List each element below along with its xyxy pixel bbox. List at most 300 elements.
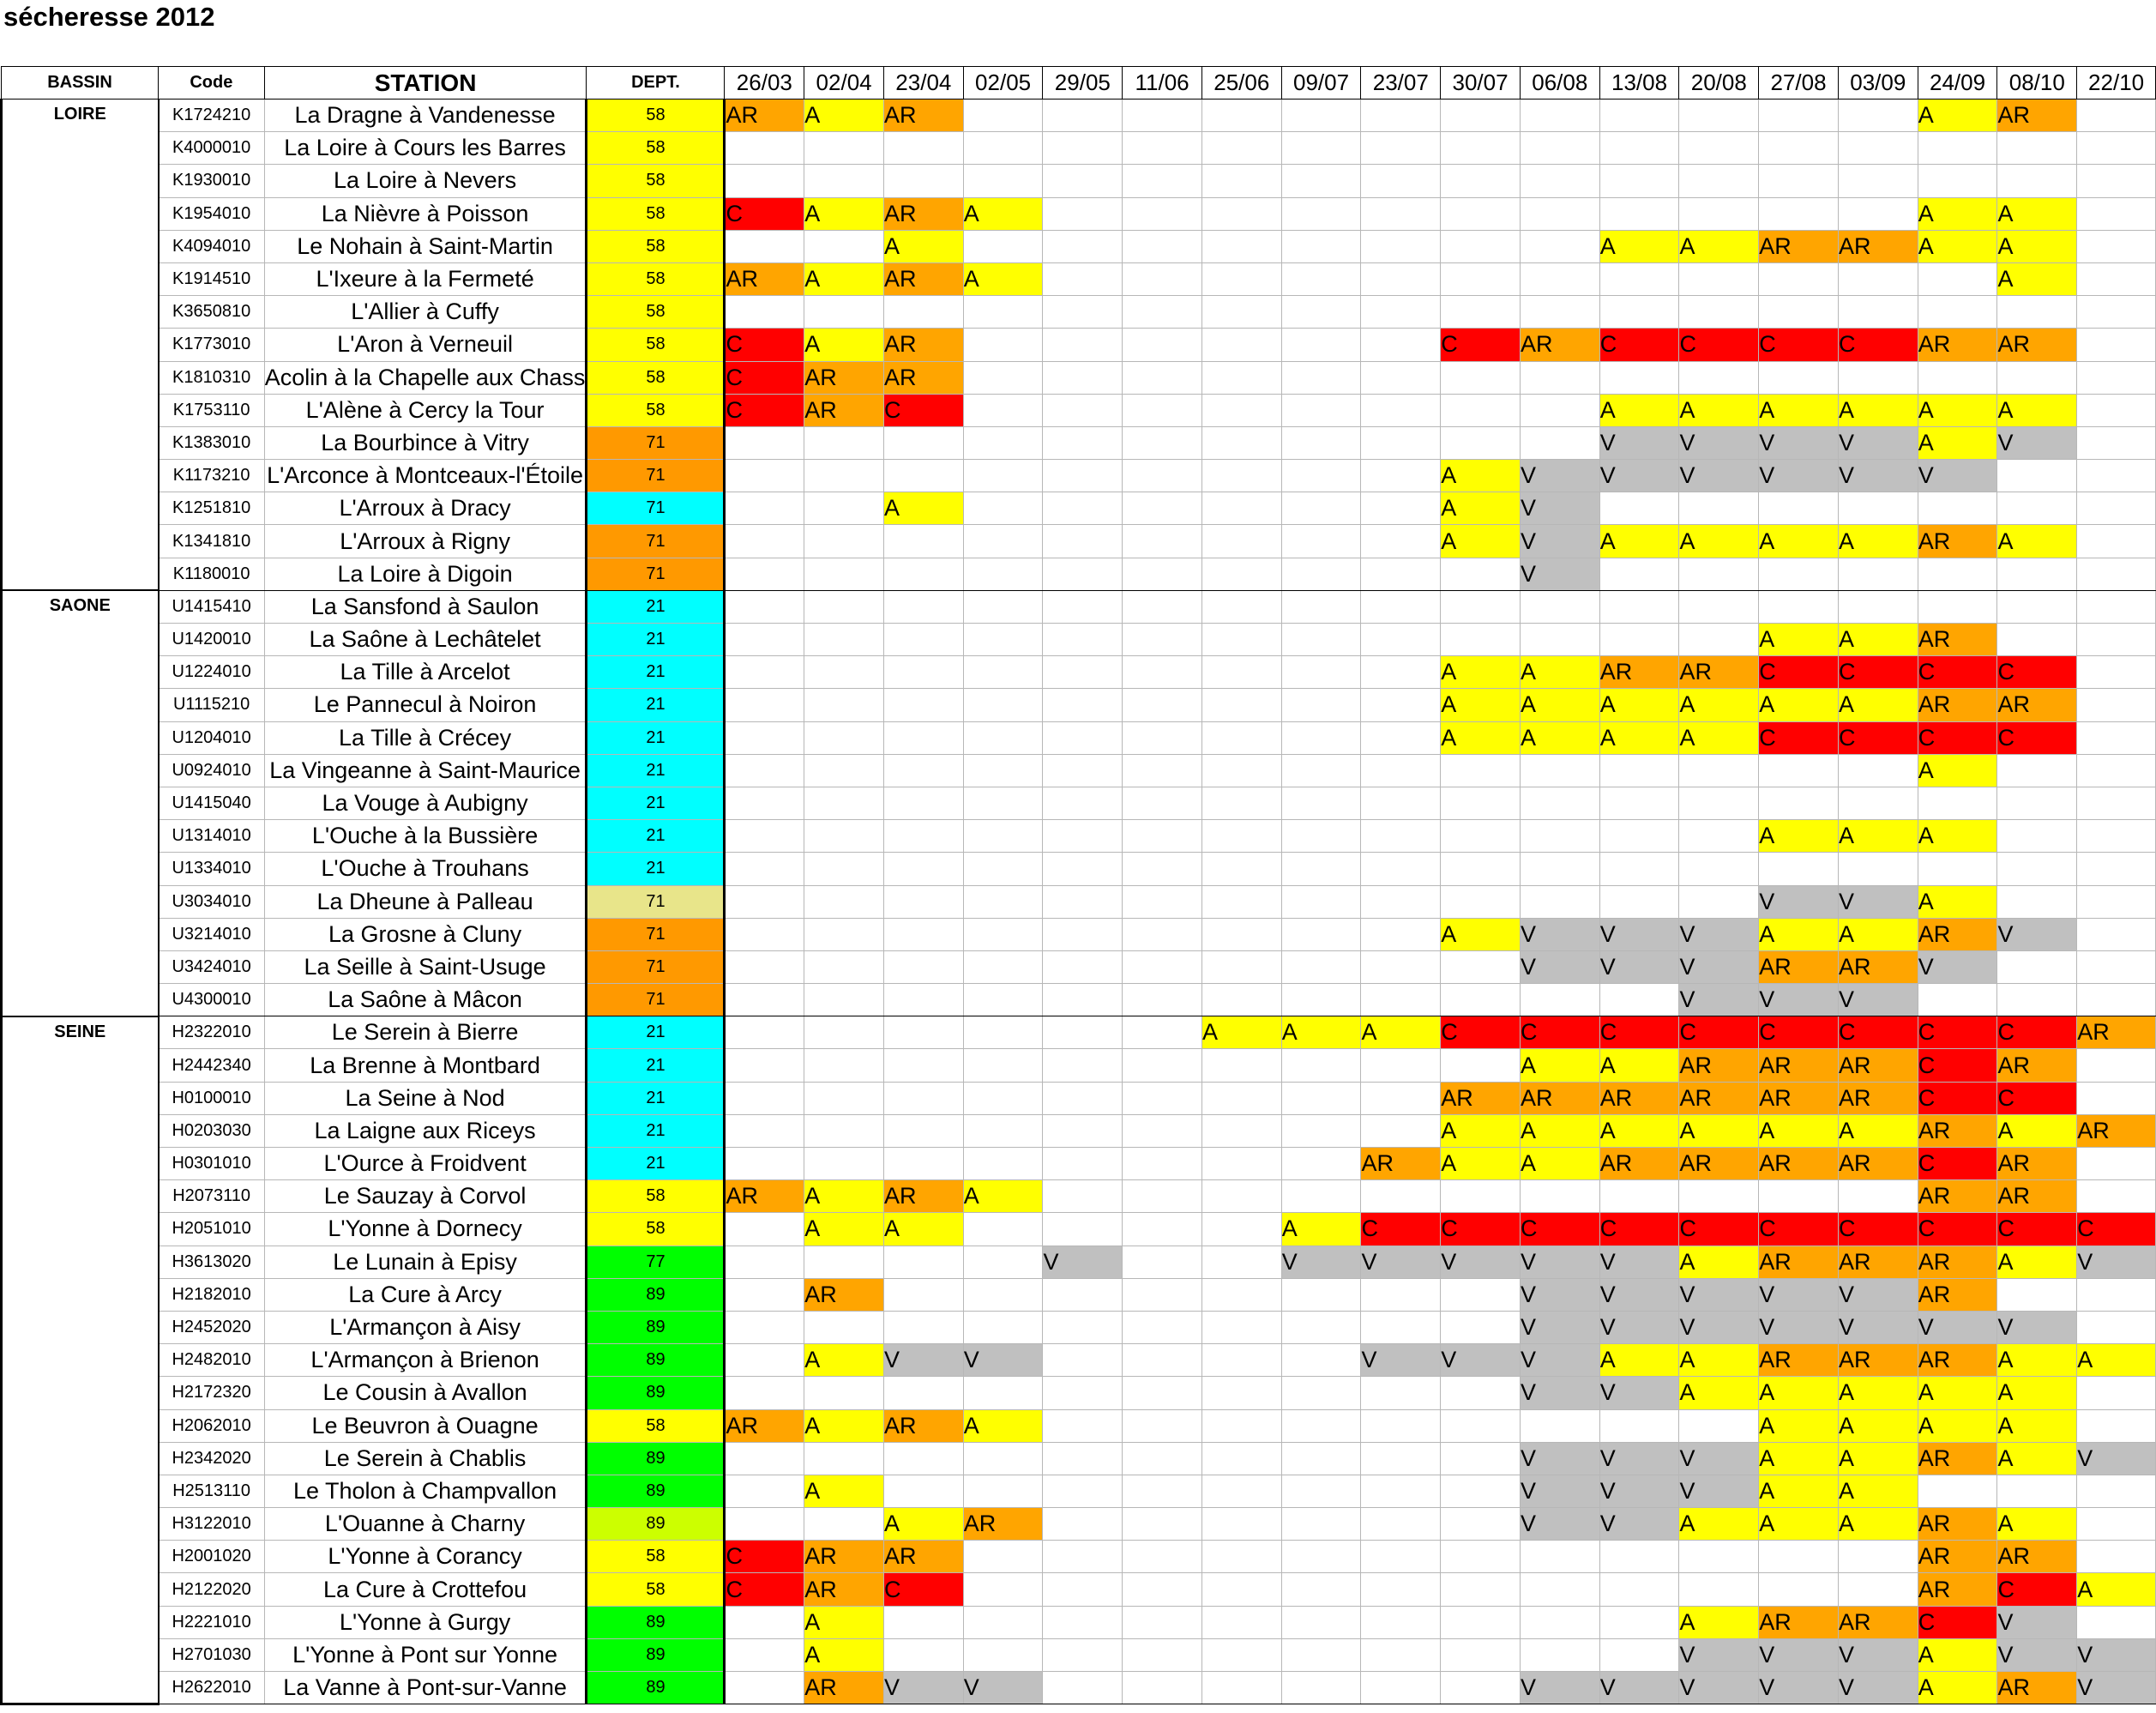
status-cell: AR <box>1997 329 2077 361</box>
status-cell <box>1201 361 1281 394</box>
station-name: La Cure à Arcy <box>264 1278 587 1311</box>
dept-cell: 21 <box>587 590 725 623</box>
status-cell <box>725 885 804 918</box>
station-code: U3214010 <box>159 918 265 950</box>
status-cell: AR <box>1918 1278 1997 1311</box>
status-cell <box>1281 394 1361 426</box>
station-code: H2001020 <box>159 1541 265 1573</box>
station-name: La Dheune à Palleau <box>264 885 587 918</box>
status-cell <box>1281 525 1361 558</box>
status-cell: V <box>1679 426 1759 459</box>
status-cell <box>963 1606 1043 1638</box>
table-row <box>2 1442 2156 1475</box>
station-name: Acolin à la Chapelle aux Chass <box>264 361 587 394</box>
status-cell <box>725 1148 804 1180</box>
status-cell <box>1281 361 1361 394</box>
status-cell: AR <box>883 1541 963 1573</box>
status-cell: AR <box>1759 1344 1839 1377</box>
status-cell <box>1201 262 1281 295</box>
status-cell: A <box>1759 820 1839 853</box>
status-cell <box>1520 1541 1599 1573</box>
status-cell: V <box>1441 1344 1521 1377</box>
header-date: 25/06 <box>1201 67 1281 100</box>
status-cell <box>1520 132 1599 165</box>
table-row <box>2 590 2156 623</box>
status-cell: V <box>1918 1311 1997 1343</box>
status-cell <box>963 1541 1043 1573</box>
status-cell: C <box>883 1573 963 1606</box>
station-code: H2342020 <box>159 1442 265 1475</box>
status-cell <box>1201 165 1281 197</box>
table-row <box>2 361 2156 394</box>
basin-name: SAONE <box>2 590 159 1016</box>
status-cell: A <box>1759 1442 1839 1475</box>
header-date: 24/09 <box>1918 67 1997 100</box>
status-cell <box>1281 492 1361 525</box>
status-cell <box>963 984 1043 1016</box>
status-cell: A <box>1838 525 1918 558</box>
station-name: L'Arroux à Rigny <box>264 525 587 558</box>
status-cell <box>1123 1016 1202 1049</box>
status-cell: V <box>1679 984 1759 1016</box>
status-cell: A <box>1520 689 1599 721</box>
table-row <box>2 754 2156 787</box>
status-cell <box>963 394 1043 426</box>
dept-cell: 58 <box>587 230 725 262</box>
status-cell: AR <box>1918 1114 1997 1147</box>
status-cell: AR <box>1918 1573 1997 1606</box>
status-cell <box>1043 1409 1123 1442</box>
status-cell <box>1201 558 1281 590</box>
status-cell <box>725 984 804 1016</box>
status-cell: A <box>2077 1344 2156 1377</box>
status-cell <box>1520 230 1599 262</box>
status-cell <box>804 820 884 853</box>
status-cell <box>1123 624 1202 656</box>
status-cell <box>1043 1442 1123 1475</box>
status-cell <box>1201 1082 1281 1114</box>
status-cell <box>1201 1442 1281 1475</box>
status-cell: C <box>1599 1213 1679 1246</box>
status-cell <box>963 721 1043 754</box>
station-name: La Grosne à Cluny <box>264 918 587 950</box>
dept-cell: 71 <box>587 885 725 918</box>
status-cell <box>1520 754 1599 787</box>
status-cell <box>1281 721 1361 754</box>
station-name: La Saône à Mâcon <box>264 984 587 1016</box>
status-cell: A <box>963 1409 1043 1442</box>
status-cell <box>2077 1311 2156 1343</box>
station-code: U1334010 <box>159 853 265 885</box>
status-cell: V <box>1759 1638 1839 1671</box>
status-cell <box>1043 296 1123 329</box>
status-cell <box>1281 1148 1361 1180</box>
table-row <box>2 262 2156 295</box>
status-cell <box>1759 1180 1839 1213</box>
header-dept: DEPT. <box>587 67 725 100</box>
status-cell <box>1123 1442 1202 1475</box>
status-cell <box>1123 950 1202 983</box>
status-cell <box>1123 460 1202 492</box>
status-cell <box>2077 460 2156 492</box>
status-cell: AR <box>2077 1114 2156 1147</box>
status-cell <box>1043 950 1123 983</box>
status-cell: A <box>1997 230 2077 262</box>
status-cell <box>1201 1278 1281 1311</box>
station-name: L'Aron à Verneuil <box>264 329 587 361</box>
status-cell: AR <box>1918 1541 1997 1573</box>
station-name: La Loire à Nevers <box>264 165 587 197</box>
status-cell: C <box>1997 1016 2077 1049</box>
status-cell: C <box>1997 1082 2077 1114</box>
status-cell <box>1281 950 1361 983</box>
dept-cell: 89 <box>587 1638 725 1671</box>
status-cell <box>1679 624 1759 656</box>
dept-cell: 89 <box>587 1672 725 1704</box>
status-cell <box>963 361 1043 394</box>
status-cell: A <box>804 100 884 132</box>
status-cell <box>1201 624 1281 656</box>
status-cell <box>1361 1508 1441 1541</box>
dept-cell: 58 <box>587 1180 725 1213</box>
status-cell: A <box>883 492 963 525</box>
status-cell <box>1123 394 1202 426</box>
status-cell <box>804 787 884 819</box>
status-cell <box>1123 1409 1202 1442</box>
status-cell <box>804 1311 884 1343</box>
status-cell <box>1043 460 1123 492</box>
table-row <box>2 1638 2156 1671</box>
status-cell <box>1441 1638 1521 1671</box>
status-cell <box>1679 1541 1759 1573</box>
status-cell: A <box>1759 624 1839 656</box>
status-cell <box>1201 1114 1281 1147</box>
status-cell <box>1918 165 1997 197</box>
status-cell <box>1043 1049 1123 1082</box>
status-cell <box>2077 1475 2156 1507</box>
status-cell <box>1043 1213 1123 1246</box>
status-cell <box>1043 426 1123 459</box>
status-cell <box>1441 1409 1521 1442</box>
status-cell: V <box>1838 460 1918 492</box>
dept-cell: 71 <box>587 426 725 459</box>
station-name: La Tille à Arcelot <box>264 656 587 689</box>
table-row <box>2 426 2156 459</box>
table-row <box>2 492 2156 525</box>
status-cell <box>883 1442 963 1475</box>
table-row <box>2 1114 2156 1147</box>
status-cell <box>1838 361 1918 394</box>
header-date: 08/10 <box>1997 67 2077 100</box>
status-cell: V <box>1520 1344 1599 1377</box>
basin-name: LOIRE <box>2 100 159 591</box>
status-cell: A <box>1441 1114 1521 1147</box>
status-cell: V <box>1997 918 2077 950</box>
status-cell <box>1599 885 1679 918</box>
status-cell <box>963 296 1043 329</box>
status-cell <box>804 950 884 983</box>
status-cell: V <box>1520 1311 1599 1343</box>
status-cell <box>1997 984 2077 1016</box>
status-cell: AR <box>1838 1148 1918 1180</box>
status-cell: AR <box>883 361 963 394</box>
page-title: sécheresse 2012 <box>3 2 215 32</box>
status-cell <box>1281 230 1361 262</box>
header-row <box>2 67 2156 100</box>
status-cell <box>1918 262 1997 295</box>
status-cell <box>725 1606 804 1638</box>
status-cell <box>883 590 963 623</box>
status-cell <box>1281 460 1361 492</box>
table-row <box>2 558 2156 590</box>
status-cell: A <box>1838 1508 1918 1541</box>
status-cell <box>725 230 804 262</box>
status-cell <box>1043 1377 1123 1409</box>
status-cell <box>725 624 804 656</box>
status-cell <box>1679 754 1759 787</box>
status-cell <box>1997 820 2077 853</box>
status-cell <box>963 1442 1043 1475</box>
status-cell <box>1043 721 1123 754</box>
status-cell: A <box>1441 918 1521 950</box>
status-cell: AR <box>725 262 804 295</box>
status-cell <box>725 1082 804 1114</box>
status-cell <box>883 885 963 918</box>
status-cell <box>804 1082 884 1114</box>
status-cell <box>1838 296 1918 329</box>
status-cell <box>963 1148 1043 1180</box>
status-cell <box>1997 132 2077 165</box>
status-cell <box>883 1278 963 1311</box>
status-cell <box>1123 296 1202 329</box>
status-cell <box>1599 165 1679 197</box>
status-cell <box>1599 492 1679 525</box>
status-cell <box>2077 558 2156 590</box>
status-cell: A <box>1918 1409 1997 1442</box>
status-cell: AR <box>1361 1148 1441 1180</box>
status-cell: A <box>1679 1114 1759 1147</box>
status-cell <box>725 689 804 721</box>
table-row <box>2 721 2156 754</box>
status-cell <box>1520 426 1599 459</box>
status-cell <box>1838 262 1918 295</box>
status-cell: AR <box>883 1409 963 1442</box>
status-cell <box>883 1475 963 1507</box>
status-cell <box>1599 197 1679 230</box>
status-cell: V <box>1838 984 1918 1016</box>
status-cell <box>1281 754 1361 787</box>
status-cell <box>1361 853 1441 885</box>
status-cell <box>1281 656 1361 689</box>
status-cell <box>2077 394 2156 426</box>
table-row <box>2 918 2156 950</box>
status-cell <box>1201 984 1281 1016</box>
status-cell <box>1043 590 1123 623</box>
status-cell: C <box>725 1541 804 1573</box>
status-cell <box>1361 460 1441 492</box>
status-cell <box>1043 1180 1123 1213</box>
status-cell: V <box>1759 1311 1839 1343</box>
status-cell <box>1043 1082 1123 1114</box>
status-cell <box>2077 361 2156 394</box>
status-cell: V <box>1679 460 1759 492</box>
table-row <box>2 1278 2156 1311</box>
status-cell: A <box>1599 1049 1679 1082</box>
status-cell: AR <box>1997 1541 2077 1573</box>
table-row <box>2 1377 2156 1409</box>
status-cell <box>1201 754 1281 787</box>
station-name: La Cure à Crottefou <box>264 1573 587 1606</box>
status-cell <box>1201 329 1281 361</box>
table-row <box>2 1213 2156 1246</box>
status-cell: AR <box>725 1180 804 1213</box>
status-cell: V <box>1599 1311 1679 1343</box>
status-cell: A <box>1441 689 1521 721</box>
header-date: 29/05 <box>1043 67 1123 100</box>
status-cell <box>1441 1541 1521 1573</box>
status-cell <box>883 1049 963 1082</box>
status-cell: A <box>1599 394 1679 426</box>
status-cell <box>883 1082 963 1114</box>
status-cell <box>883 1606 963 1638</box>
status-cell <box>1281 820 1361 853</box>
status-cell <box>1520 624 1599 656</box>
status-cell <box>1043 329 1123 361</box>
station-code: U1415040 <box>159 787 265 819</box>
status-cell: AR <box>1918 525 1997 558</box>
status-cell <box>1043 394 1123 426</box>
status-cell: A <box>1918 1672 1997 1704</box>
station-name: La Seille à Saint-Usuge <box>264 950 587 983</box>
table-row <box>2 329 2156 361</box>
dept-cell: 21 <box>587 689 725 721</box>
status-cell <box>1679 361 1759 394</box>
status-cell <box>1201 1541 1281 1573</box>
status-cell: AR <box>1918 689 1997 721</box>
status-cell <box>725 590 804 623</box>
status-cell <box>1997 361 2077 394</box>
status-cell <box>963 820 1043 853</box>
dept-cell: 21 <box>587 1114 725 1147</box>
station-code: H2221010 <box>159 1606 265 1638</box>
status-cell: A <box>1918 394 1997 426</box>
status-cell <box>2077 296 2156 329</box>
status-cell <box>883 1246 963 1278</box>
status-cell: C <box>1520 1213 1599 1246</box>
status-cell: AR <box>1838 950 1918 983</box>
status-cell <box>883 165 963 197</box>
status-cell <box>1201 1377 1281 1409</box>
status-cell <box>725 1344 804 1377</box>
station-code: U1224010 <box>159 656 265 689</box>
status-cell <box>883 787 963 819</box>
status-cell: A <box>804 1475 884 1507</box>
status-cell <box>804 558 884 590</box>
station-code: H2073110 <box>159 1180 265 1213</box>
header-date: 06/08 <box>1520 67 1599 100</box>
status-cell <box>1599 1541 1679 1573</box>
status-cell: A <box>1599 525 1679 558</box>
status-cell <box>1123 787 1202 819</box>
status-cell <box>1201 918 1281 950</box>
dept-cell: 21 <box>587 754 725 787</box>
status-cell <box>1361 590 1441 623</box>
dept-cell: 58 <box>587 165 725 197</box>
status-cell <box>1123 262 1202 295</box>
table-row <box>2 230 2156 262</box>
status-cell: AR <box>1599 656 1679 689</box>
status-cell: V <box>1520 1475 1599 1507</box>
dept-cell: 21 <box>587 787 725 819</box>
status-cell: AR <box>1759 1082 1839 1114</box>
status-cell: AR <box>1441 1082 1521 1114</box>
station-code: H2322010 <box>159 1016 265 1049</box>
status-cell <box>1043 1311 1123 1343</box>
status-cell <box>2077 1049 2156 1082</box>
dept-cell: 58 <box>587 132 725 165</box>
status-cell <box>883 624 963 656</box>
status-cell: AR <box>1759 1246 1839 1278</box>
status-cell: AR <box>1918 329 1997 361</box>
dept-cell: 89 <box>587 1508 725 1541</box>
status-cell <box>1123 132 1202 165</box>
status-cell: A <box>1838 918 1918 950</box>
status-cell <box>1281 100 1361 132</box>
table-row <box>2 885 2156 918</box>
status-cell: A <box>804 197 884 230</box>
status-cell <box>1201 1638 1281 1671</box>
station-code: U1415410 <box>159 590 265 623</box>
status-cell <box>1759 132 1839 165</box>
status-cell <box>963 426 1043 459</box>
status-cell <box>2077 1606 2156 1638</box>
dept-cell: 21 <box>587 1082 725 1114</box>
status-cell <box>1043 1475 1123 1507</box>
status-cell: V <box>1759 885 1839 918</box>
status-cell <box>1281 426 1361 459</box>
status-cell <box>1361 1573 1441 1606</box>
dept-cell: 58 <box>587 1213 725 1246</box>
status-cell <box>725 820 804 853</box>
status-cell: A <box>1838 689 1918 721</box>
status-cell: A <box>1997 1114 2077 1147</box>
status-cell <box>883 1638 963 1671</box>
status-cell: C <box>725 394 804 426</box>
status-cell: A <box>883 230 963 262</box>
status-cell: C <box>1918 721 1997 754</box>
status-cell <box>1043 165 1123 197</box>
dept-cell: 21 <box>587 1049 725 1082</box>
status-cell <box>1361 820 1441 853</box>
status-cell <box>804 1016 884 1049</box>
status-cell: C <box>1918 1148 1997 1180</box>
status-cell: C <box>1520 1016 1599 1049</box>
station-code: H2482010 <box>159 1344 265 1377</box>
station-name: L'Arroux à Dracy <box>264 492 587 525</box>
status-cell <box>1599 262 1679 295</box>
status-cell <box>1361 1475 1441 1507</box>
status-cell <box>1281 1672 1361 1704</box>
status-cell <box>1123 590 1202 623</box>
status-cell <box>963 885 1043 918</box>
status-cell: AR <box>1679 1082 1759 1114</box>
table-row <box>2 624 2156 656</box>
status-cell <box>963 329 1043 361</box>
station-code: U3424010 <box>159 950 265 983</box>
status-cell <box>1043 918 1123 950</box>
dept-cell: 89 <box>587 1344 725 1377</box>
status-cell: V <box>963 1344 1043 1377</box>
